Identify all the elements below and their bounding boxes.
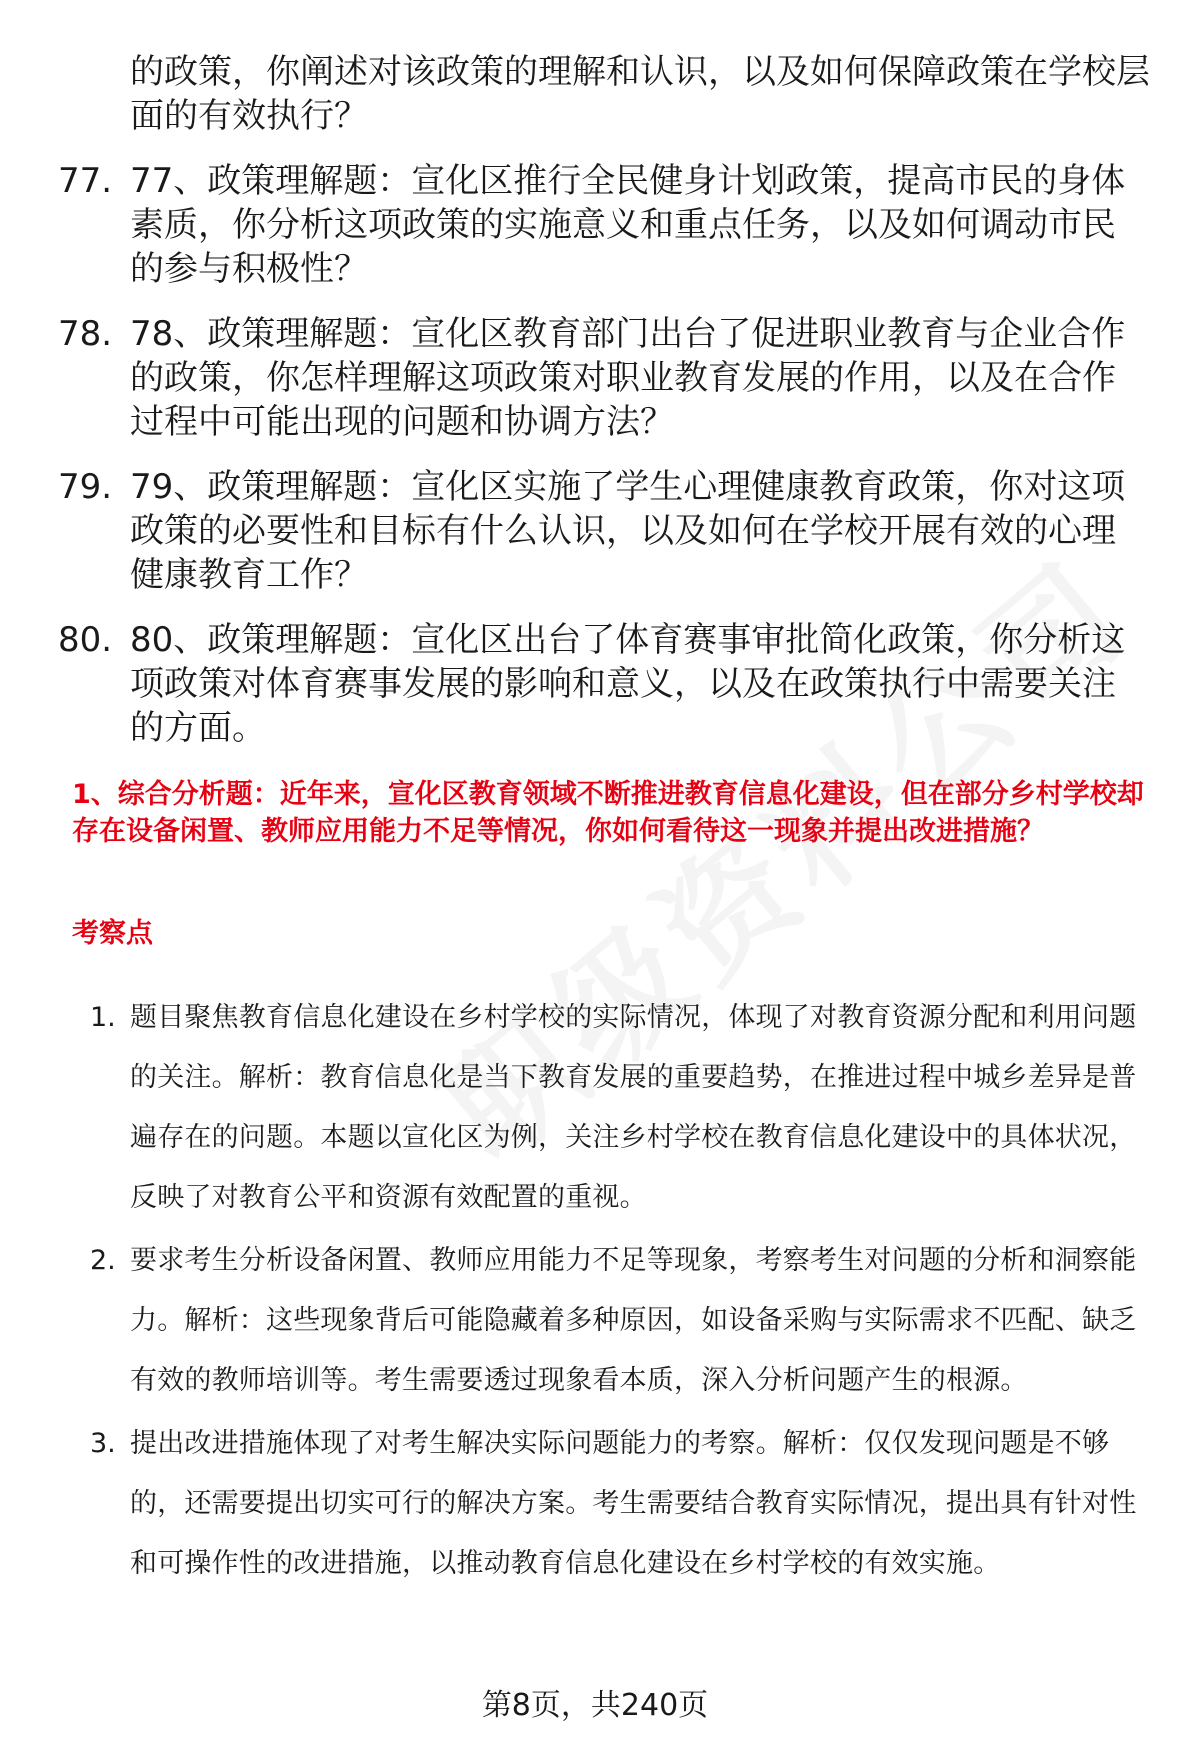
list-item-text: 题目聚焦教育信息化建设在乡村学校的实际情况，体现了对教育资源分配和利用问题的关注。解析：教育信息化是当下教育发展的重要趋势，在推进过程中城乡差异是普遍存在的问题。本题以宣化区为例，关注乡村学校在教育信息化建设中的具体状况，反映了对教育公平和资源有效配置的重视。 xyxy=(130,1002,1137,1213)
list-item xyxy=(58,312,1158,444)
list-item-text: 77、政策理解题：宣化区推行全民健身计划政策，提高市民的身体素质，你分析这项政策的实施意义和重点任务，以及如何调动市民的参与积极性？ xyxy=(130,161,1126,289)
list-item-text: 要求考生分析设备闲置、教师应用能力不足等现象，考察考生对问题的分析和洞察能力。解析：这些现象背后可能隐藏着多种原因，如设备采购与实际需求不匹配、缺乏有效的教师培训等。考生需要透过现象看本质，深入分析问题产生的根源。 xyxy=(130,1245,1137,1396)
exam-points-label: 考察点 xyxy=(72,918,153,949)
list-item-number: 77. xyxy=(58,161,113,201)
page-number-footer: 第8页，共240页 xyxy=(481,1688,709,1723)
list-item xyxy=(90,1414,1150,1594)
question-heading: 1、综合分析题：近年来，宣化区教育领域不断推进教育信息化建设，但在部分乡村学校却存在设备闲置、教师应用能力不足等情况，你如何看待这一现象并提出改进措施？ xyxy=(72,779,1144,847)
list-item xyxy=(58,465,1158,597)
list-item xyxy=(58,618,1158,750)
list-item-number: 1. xyxy=(90,1002,116,1033)
list-item-number: 79. xyxy=(58,467,113,507)
list-item xyxy=(90,1231,1150,1411)
list-item-text: 78、政策理解题：宣化区教育部门出台了促进职业教育与企业合作的政策，你怎样理解这项政策对职业教育发展的作用，以及在合作过程中可能出现的问题和协调方法？ xyxy=(130,314,1126,442)
list-item xyxy=(58,159,1158,291)
list-item-number: 2. xyxy=(90,1245,116,1276)
list-item-number: 80. xyxy=(58,620,113,660)
exam-points-list xyxy=(90,988,1150,1597)
list-item-text: 79、政策理解题：宣化区实施了学生心理健康教育政策，你对这项政策的必要性和目标有什么认识，以及如何在学校开展有效的心理健康教育工作？ xyxy=(130,467,1126,595)
list-item-text: 80、政策理解题：宣化区出台了体育赛事审批简化政策，你分析这项政策对体育赛事发展的影响和意义，以及在政策执行中需要关注的方面。 xyxy=(130,620,1126,748)
list-item-text: 提出改进措施体现了对考生解决实际问题能力的考察。解析：仅仅发现问题是不够的，还需要提出切实可行的解决方案。考生需要结合教育实际情况，提出具有针对性和可操作性的改进措施，以推动教育信息化建设在乡村学校的有效实施。 xyxy=(130,1428,1137,1579)
list-item-number: 3. xyxy=(90,1428,116,1459)
policy-question-list xyxy=(58,50,1158,750)
list-item xyxy=(90,988,1150,1228)
continued-question-text: 的政策，你阐述对该政策的理解和认识，以及如何保障政策在学校层面的有效执行？ xyxy=(130,52,1150,136)
list-item-number: 78. xyxy=(58,314,113,354)
